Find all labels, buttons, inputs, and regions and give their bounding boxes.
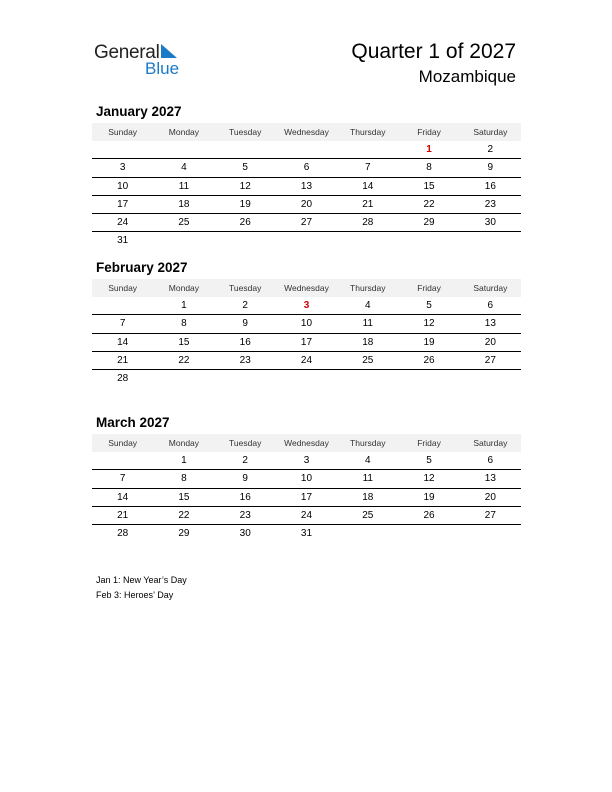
weekday-header-row	[92, 123, 521, 141]
week-row	[92, 507, 521, 525]
day-cell: 28	[117, 528, 129, 540]
day-cell: 25	[362, 509, 374, 521]
day-cell: 23	[239, 354, 251, 366]
day-cell: 4	[364, 455, 371, 466]
weekday-label: Wednesday	[284, 438, 329, 448]
day-cell: 20	[300, 198, 313, 210]
day-cell: 12	[239, 180, 251, 192]
day-cell	[460, 370, 521, 387]
day-cell: 2	[242, 300, 248, 311]
day-cell: 12	[423, 473, 435, 485]
day-cell: 17	[300, 491, 313, 503]
day-cell: 9	[487, 162, 494, 174]
day-cell: 2	[242, 455, 248, 466]
day-cell: 24	[300, 354, 313, 366]
week-row	[92, 489, 521, 507]
day-cell: 1	[426, 144, 432, 155]
day-cell	[398, 370, 459, 387]
day-cell: 5	[426, 455, 432, 466]
day-cell: 15	[423, 180, 435, 192]
day-cell: 9	[242, 318, 248, 330]
day-cell: 1	[181, 300, 187, 311]
week-row	[92, 334, 521, 352]
week-row	[92, 370, 521, 387]
day-cell: 4	[364, 300, 371, 311]
weekday-label: Wednesday	[284, 127, 329, 137]
day-cell: 8	[181, 318, 187, 330]
weekday-label: Monday	[168, 283, 200, 293]
day-cell	[398, 232, 459, 249]
day-cell: 14	[117, 336, 129, 348]
day-cell: 6	[303, 162, 310, 174]
day-cell	[460, 232, 521, 249]
week-row	[92, 470, 521, 488]
month-title: March 2027	[96, 415, 170, 430]
weekday-label: Saturday	[473, 127, 508, 137]
month-march	[92, 414, 521, 542]
day-cell	[276, 370, 337, 387]
weekday-label: Tuesday	[229, 438, 262, 448]
day-cell: 23	[484, 198, 496, 210]
day-cell: 11	[178, 180, 190, 192]
weekday-label: Wednesday	[284, 283, 329, 293]
logo-triangle-icon	[160, 43, 178, 59]
day-cell	[215, 370, 276, 387]
day-cell: 27	[300, 217, 313, 229]
day-cell: 10	[300, 473, 313, 485]
day-cell: 28	[117, 373, 129, 385]
weekday-label: Thursday	[350, 438, 386, 448]
day-cell: 5	[242, 162, 248, 174]
day-cell: 1	[181, 455, 187, 466]
day-cell: 10	[300, 318, 313, 330]
brand-logo	[94, 40, 194, 80]
week-row	[92, 159, 521, 177]
month-january	[92, 103, 521, 250]
weekday-label: Thursday	[350, 283, 386, 293]
logo-text-blue: Blue	[145, 59, 180, 78]
day-cell: 8	[426, 162, 432, 174]
day-cell: 21	[117, 509, 129, 521]
day-cell: 23	[239, 509, 251, 521]
day-cell: 19	[423, 491, 435, 503]
day-cell: 11	[362, 318, 373, 330]
day-cell: 13	[484, 318, 496, 330]
day-cell: 26	[423, 509, 435, 521]
week-row	[92, 352, 521, 370]
day-cell: 24	[117, 217, 129, 229]
day-cell: 22	[178, 354, 190, 366]
day-cell: 11	[362, 473, 373, 485]
page-title: Quarter 1 of 2027	[351, 40, 516, 63]
day-cell	[153, 232, 214, 249]
day-cell: 16	[484, 180, 496, 192]
day-cell: 27	[484, 509, 496, 521]
day-cell: 3	[119, 162, 126, 174]
day-cell: 24	[300, 509, 313, 521]
day-cell: 9	[242, 473, 248, 485]
day-cell: 21	[117, 354, 129, 366]
day-cell: 7	[119, 473, 126, 485]
day-cell: 6	[487, 455, 494, 466]
day-cell: 16	[239, 491, 251, 503]
weekday-label: Friday	[417, 438, 441, 448]
day-cell: 27	[484, 354, 496, 366]
day-cell: 7	[364, 162, 371, 174]
day-cell: 3	[303, 300, 310, 311]
day-cell	[153, 370, 214, 387]
week-row	[92, 178, 521, 196]
day-cell	[337, 525, 398, 542]
weekday-label: Tuesday	[229, 283, 262, 293]
weekday-label: Friday	[417, 283, 441, 293]
weekday-label: Tuesday	[229, 127, 262, 137]
day-cell: 15	[178, 491, 190, 503]
day-cell: 20	[484, 336, 496, 348]
day-cell: 17	[117, 198, 129, 210]
week-row	[92, 525, 521, 542]
day-cell: 19	[239, 198, 251, 210]
day-cell: 2	[487, 144, 494, 155]
weekday-label: Thursday	[350, 127, 386, 137]
day-cell: 13	[484, 473, 496, 485]
day-cell	[92, 297, 153, 314]
day-cell	[337, 141, 398, 158]
day-cell: 26	[423, 354, 435, 366]
week-row	[92, 297, 521, 315]
day-cell: 30	[484, 217, 496, 229]
weekday-header-row	[92, 279, 521, 297]
holiday-note: Feb 3: Heroes’ Day	[96, 589, 174, 600]
month-february	[92, 259, 521, 387]
day-cell: 31	[117, 235, 129, 247]
day-cell: 19	[423, 336, 435, 348]
day-cell: 29	[423, 217, 435, 229]
day-cell	[215, 232, 276, 249]
week-row	[92, 141, 521, 159]
day-cell	[276, 141, 337, 158]
weekday-label: Saturday	[473, 438, 508, 448]
day-cell: 28	[362, 217, 374, 229]
day-cell: 29	[178, 528, 190, 540]
day-cell: 31	[300, 528, 313, 540]
weekday-label: Sunday	[108, 127, 138, 137]
day-cell: 26	[239, 217, 251, 229]
day-cell: 18	[362, 336, 374, 348]
day-cell: 25	[362, 354, 374, 366]
day-cell: 20	[484, 491, 496, 503]
day-cell	[337, 370, 398, 387]
weekday-label: Friday	[417, 127, 441, 137]
day-cell	[215, 141, 276, 158]
weekday-label: Saturday	[473, 283, 508, 293]
day-cell: 5	[426, 300, 432, 311]
logo-text-general: General	[94, 42, 160, 63]
day-cell: 15	[178, 336, 190, 348]
week-row	[92, 232, 521, 249]
day-cell: 3	[303, 455, 310, 466]
day-cell	[92, 141, 153, 158]
country-name: Mozambique	[418, 67, 516, 86]
day-cell: 14	[362, 180, 374, 192]
week-row	[92, 315, 521, 333]
day-cell	[153, 141, 214, 158]
day-cell: 17	[300, 336, 313, 348]
week-row	[92, 196, 521, 214]
month-title: February 2027	[96, 260, 188, 275]
month-title: January 2027	[96, 104, 182, 119]
day-cell	[337, 232, 398, 249]
week-row	[92, 452, 521, 470]
day-cell: 22	[178, 509, 190, 521]
weekday-label: Sunday	[108, 283, 138, 293]
day-cell: 6	[487, 300, 494, 311]
day-cell: 21	[362, 198, 374, 210]
holiday-notes	[96, 573, 187, 602]
day-cell: 7	[119, 318, 126, 330]
day-cell	[92, 452, 153, 469]
day-cell: 4	[181, 162, 187, 174]
weekday-label: Monday	[168, 438, 200, 448]
day-cell: 18	[362, 491, 374, 503]
holiday-note: Jan 1: New Year’s Day	[96, 575, 187, 585]
weekday-header-row	[92, 434, 521, 452]
day-cell: 8	[181, 473, 187, 485]
day-cell: 30	[239, 528, 251, 540]
day-cell: 18	[178, 198, 190, 210]
day-cell	[276, 232, 337, 249]
day-cell: 13	[300, 180, 313, 192]
day-cell: 22	[423, 198, 435, 210]
day-cell: 14	[117, 491, 129, 503]
day-cell: 12	[423, 318, 435, 330]
weekday-label: Sunday	[108, 438, 138, 448]
day-cell: 25	[178, 217, 190, 229]
day-cell: 10	[117, 180, 129, 192]
weekday-label: Monday	[168, 127, 200, 137]
day-cell: 16	[239, 336, 251, 348]
week-row	[92, 214, 521, 232]
day-cell	[398, 525, 459, 542]
day-cell	[460, 525, 521, 542]
